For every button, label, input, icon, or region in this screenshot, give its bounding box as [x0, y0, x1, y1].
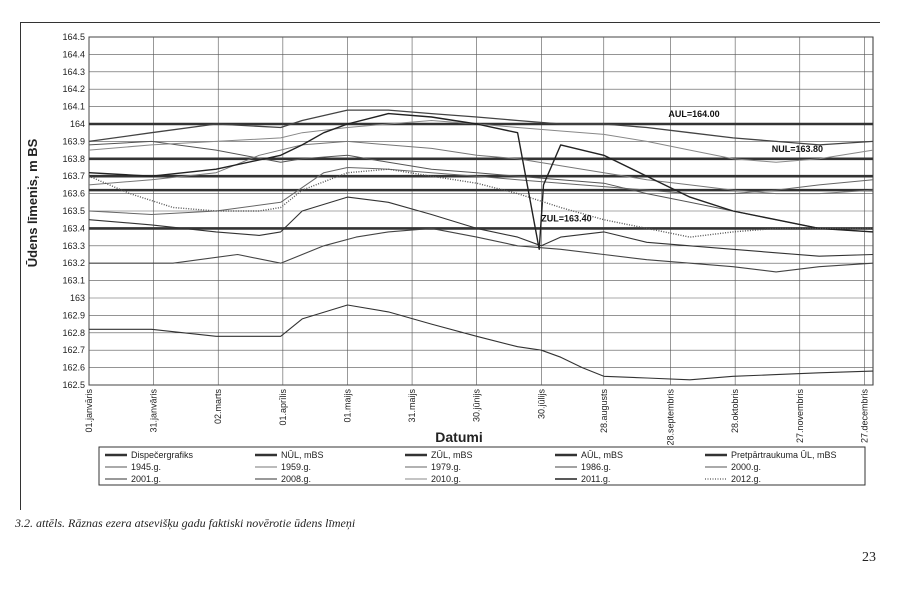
y-tick-label: 164.1 [62, 101, 85, 112]
y-tick-label: 164.3 [62, 66, 85, 77]
x-tick-label: 30.jūlijs [536, 389, 547, 420]
y-tick-label: 163.5 [62, 206, 85, 216]
annotation-label: ZUL=163.40 [541, 213, 592, 224]
x-tick-label: 01.aprīlis [277, 389, 288, 426]
legend-label-dispecergrafiks: Dispečergrafiks [131, 450, 194, 460]
y-tick-label: 162.7 [62, 345, 85, 356]
y-tick-label: 163.4 [62, 223, 85, 234]
legend-label-2000: 2000.g. [731, 462, 762, 472]
y-tick-label: 162.5 [62, 380, 85, 390]
x-tick-label: 28.augusts [598, 389, 609, 434]
page-number: 23 [862, 550, 876, 565]
x-tick-label: 27.novembris [794, 389, 805, 444]
y-tick-label: 163.9 [62, 136, 85, 147]
x-tick-label: 02.marts [213, 389, 224, 425]
y-tick-label: 164.5 [62, 32, 85, 42]
legend-label-nul: NŪL, mBS [281, 450, 324, 460]
annotation-label: NUL=163.80 [771, 143, 824, 154]
y-tick-label: 163.3 [62, 240, 85, 251]
y-tick-label: 163.7 [62, 171, 85, 182]
y-tick-label: 163 [69, 293, 85, 303]
y-tick-label: 164.2 [62, 84, 85, 95]
legend-label-1979: 1979.g. [431, 462, 462, 472]
y-tick-label: 163.2 [62, 258, 85, 269]
y-axis-label: Ūdens līmenis, m BS [25, 138, 40, 268]
figure-caption: 3.2. attēls. Rāznas ezera atsevišķu gadu faktiski novērotie ūdens līmeņi [15, 516, 356, 530]
x-tick-label: 31.janvāris [148, 389, 159, 433]
x-tick-label: 01.maijs [342, 389, 353, 423]
chart-frame [20, 22, 880, 510]
x-tick-label: 27.decembris [859, 389, 870, 444]
legend-label-2008: 2008.g. [281, 474, 312, 484]
y-tick-label: 163.1 [62, 275, 85, 286]
x-tick-label: 30.jūnijs [471, 389, 482, 423]
legend-label-2011: 2011.g. [581, 474, 611, 484]
legend-label-pretpartraukuma: Pretpārtraukuma ŪL, mBS [731, 450, 837, 460]
legend-label-1986: 1986.g. [581, 462, 612, 472]
y-tick-label: 162.8 [62, 327, 85, 338]
x-tick-label: 28.septembris [665, 389, 676, 446]
y-tick-label: 163.6 [62, 188, 85, 199]
legend-label-aul: AŪL, mBS [581, 450, 624, 460]
grid-layer [89, 37, 873, 385]
legend-label-2001: 2001.g. [131, 474, 162, 484]
y-tick-label: 164.4 [62, 49, 85, 60]
x-tick-label: 28.oktobris [730, 389, 741, 434]
x-tick-label: 01.janvāris [84, 389, 94, 433]
legend-label-2010: 2010.g. [431, 474, 462, 484]
legend-label-1959: 1959.g. [281, 462, 312, 472]
legend-label-1945: 1945.g. [131, 462, 162, 472]
y-tick-label: 163.8 [62, 153, 85, 164]
legend-label-zul: ZŪL, mBS [431, 450, 473, 460]
water-level-chart [21, 23, 881, 511]
y-tick-label: 164 [69, 119, 85, 129]
x-tick-label: 31.maijs [407, 389, 418, 423]
legend-label-2012: 2012.g. [731, 474, 762, 484]
annotation-label: AUL=164.00 [668, 109, 720, 120]
y-tick-label: 162.6 [62, 362, 85, 373]
y-tick-label: 162.9 [62, 310, 85, 321]
x-axis-label: Datumi [435, 429, 483, 445]
